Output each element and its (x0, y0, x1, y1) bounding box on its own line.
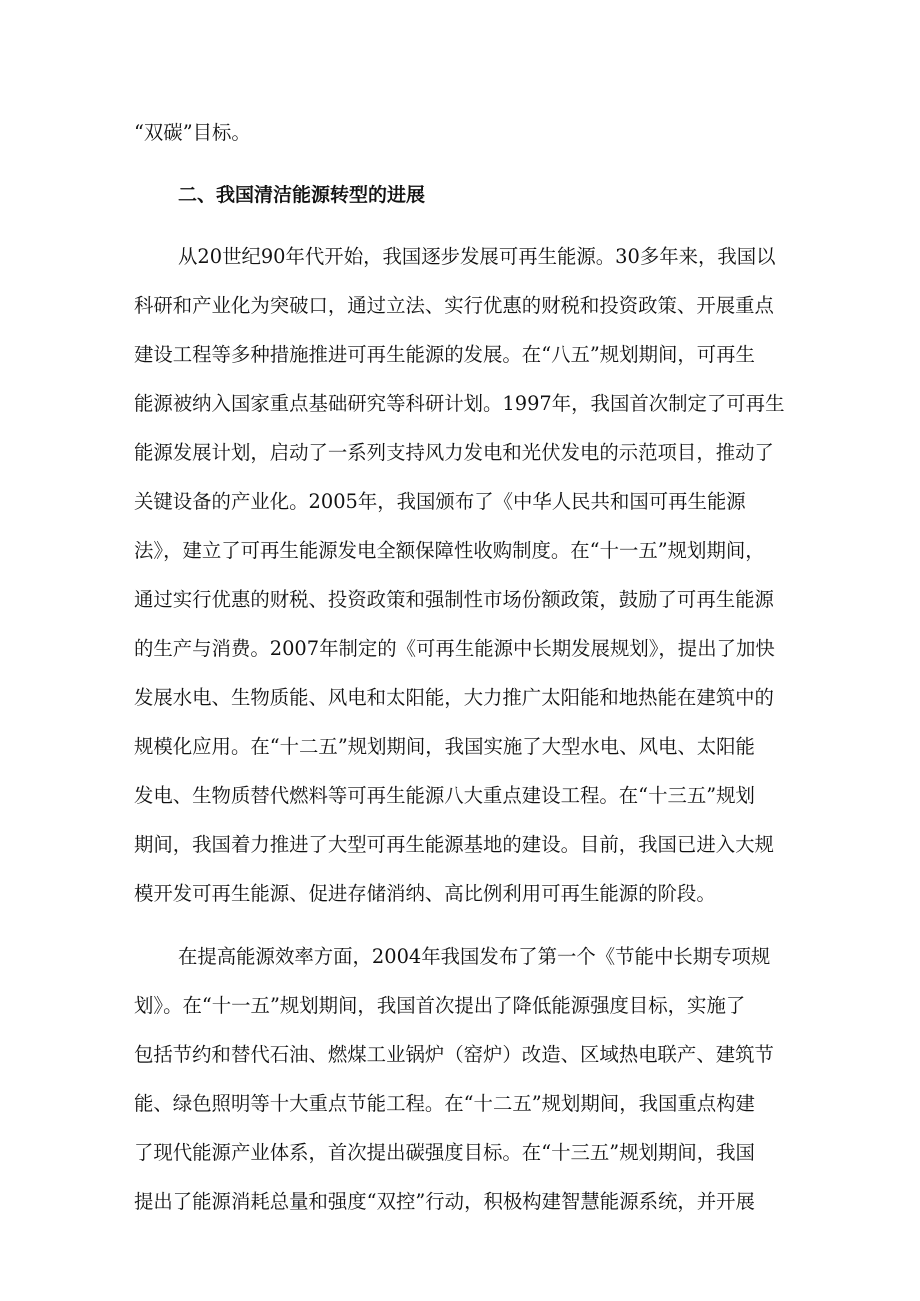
paragraph-1-line-8: 通过实行优惠的财税、投资政策和强制性市场份额政策，鼓励了可再生能源 (134, 588, 774, 611)
intro-line: “双碳”目标。 (134, 121, 251, 144)
paragraph-1-line-2: 科研和产业化为突破口，通过立法、实行优惠的财税和投资政策、开展重点 (134, 294, 774, 317)
paragraph-2-line-6: 提出了能源消耗总量和强度“双控”行动，积极构建智慧能源系统，并开展 (134, 1190, 755, 1213)
paragraph-1-line-6: 关键设备的产业化。2005年，我国颁布了《中华人民共和国可再生能源 (134, 490, 746, 513)
paragraph-1-line-7: 法》，建立了可再生能源发电全额保障性收购制度。在“十一五”规划期间， (134, 539, 765, 562)
paragraph-2-line-3: 包括节约和替代石油、燃煤工业锅炉（窑炉）改造、区域热电联产、建筑节 (134, 1043, 774, 1066)
paragraph-1-line-10: 发展水电、生物质能、风电和太阳能，大力推广太阳能和地热能在建筑中的 (134, 686, 774, 709)
paragraph-2-line-1: 在提高能源效率方面，2004年我国发布了第一个《节能中长期专项规 (178, 945, 771, 968)
paragraph-1-line-12: 发电、生物质替代燃料等可再生能源八大重点建设工程。在“十三五”规划 (134, 784, 755, 807)
paragraph-1-line-3: 建设工程等多种措施推进可再生能源的发展。在“八五”规划期间，可再生 (134, 343, 755, 366)
section-heading: 二、我国清洁能源转型的进展 (178, 184, 426, 206)
paragraph-1-line-9: 的生产与消费。2007年制定的《可再生能源中长期发展规划》，提出了加快 (134, 637, 775, 660)
paragraph-2-line-2: 划》。在“十一五”规划期间，我国首次提出了降低能源强度目标，实施了 (134, 994, 746, 1017)
paragraph-2-line-5: 了现代能源产业体系，首次提出碳强度目标。在“十三五”规划期间，我国 (134, 1141, 755, 1164)
paragraph-2-line-4: 能、绿色照明等十大重点节能工程。在“十二五”规划期间，我国重点构建 (134, 1092, 755, 1115)
paragraph-1-line-11: 规模化应用。在“十二五”规划期间，我国实施了大型水电、风电、太阳能 (134, 735, 755, 758)
paragraph-1-line-5: 能源发展计划，启动了一系列支持风力发电和光伏发电的示范项目，推动了 (134, 441, 774, 464)
paragraph-1-line-1: 从20世纪90年代开始，我国逐步发展可再生能源。30多年来，我国以 (178, 245, 776, 268)
paragraph-1-line-4: 能源被纳入国家重点基础研究等科研计划。1997年，我国首次制定了可再生 (134, 392, 785, 415)
paragraph-1-line-13: 期间，我国着力推进了大型可再生能源基地的建设。目前，我国已进入大规 (134, 833, 774, 856)
paragraph-1-line-14: 模开发可再生能源、促进存储消纳、高比例利用可再生能源的阶段。 (134, 882, 716, 905)
